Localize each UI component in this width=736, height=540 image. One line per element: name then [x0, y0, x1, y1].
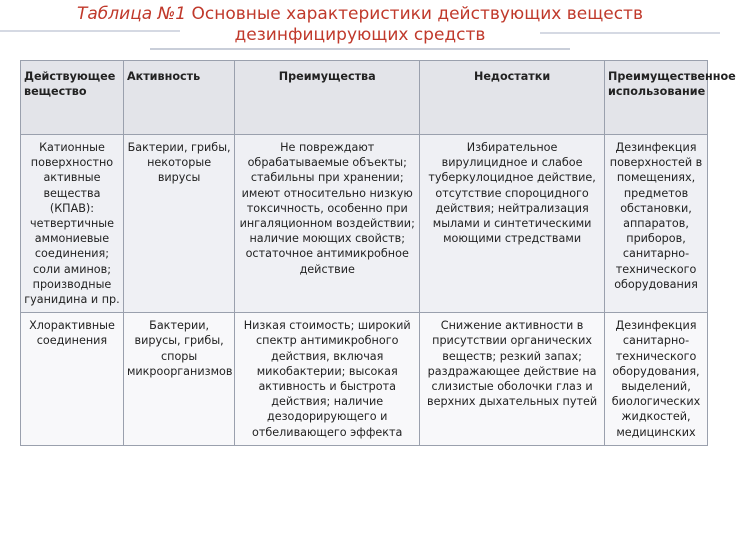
header-advantages: Преимущества — [235, 61, 420, 135]
cell-substance: Катионные поверхностно активные вещества (КПАВ): четвертичные аммониевые соединения; соли аминов; производные гуанидина и пр. — [21, 135, 124, 313]
table-header-row — [21, 61, 708, 135]
cell-disadvantages: Снижение активности в присутствии органических веществ; резкий запах; раздражающее действие на слизистые оболочки глаз и верхних дыхательных путей — [420, 313, 605, 446]
cell-activity: Бактерии, вирусы, грибы, споры микроорганизмов — [123, 313, 234, 446]
title-text: Основные характеристики действующих веществ дезинфицирующих средств — [191, 4, 643, 45]
cell-primary-use: Дезинфекция поверхностей в помещениях, предметов обстановки, аппаратов, приборов, санитарно-технического оборудования — [605, 135, 708, 313]
characteristics-table — [20, 60, 736, 446]
cell-advantages: Не повреждают обрабатываемые объекты; стабильны при хранении; имеют относительно низкую токсичность, особенно при ингаляционном воздействии; наличие моющих свойств; остаточное антимикробное действие — [235, 135, 420, 313]
header-activity: Активность — [123, 61, 234, 135]
table-row — [21, 313, 708, 446]
page-title — [0, 4, 720, 46]
cell-advantages: Низкая стоимость; широкий спектр антимикробного действия, включая микобактерии; высокая активность и быстрота действия; наличие дезодорирующего и отбеливающего эффекта — [235, 313, 420, 446]
cell-disadvantages: Избирательное вирулицидное и слабое туберкулоцидное действие, отсутствие спороцидного действия; нейтрализация мылами и синтетическими моющими стредствами — [420, 135, 605, 313]
header-substance: Действующее вещество — [21, 61, 124, 135]
cell-substance: Хлорактивные соединения — [21, 313, 124, 446]
characteristics-table-container — [20, 60, 736, 540]
table-row — [21, 135, 708, 313]
table-number: Таблица №1 — [77, 4, 187, 24]
cell-primary-use: Дезинфекция санитарно-технического оборудования, выделений, биологических жидкостей, медицинских — [605, 313, 708, 446]
header-disadvantages: Недостатки — [420, 61, 605, 135]
cell-activity: Бактерии, грибы, некоторые вирусы — [123, 135, 234, 313]
header-primary-use: Преимущественное использование — [605, 61, 708, 135]
